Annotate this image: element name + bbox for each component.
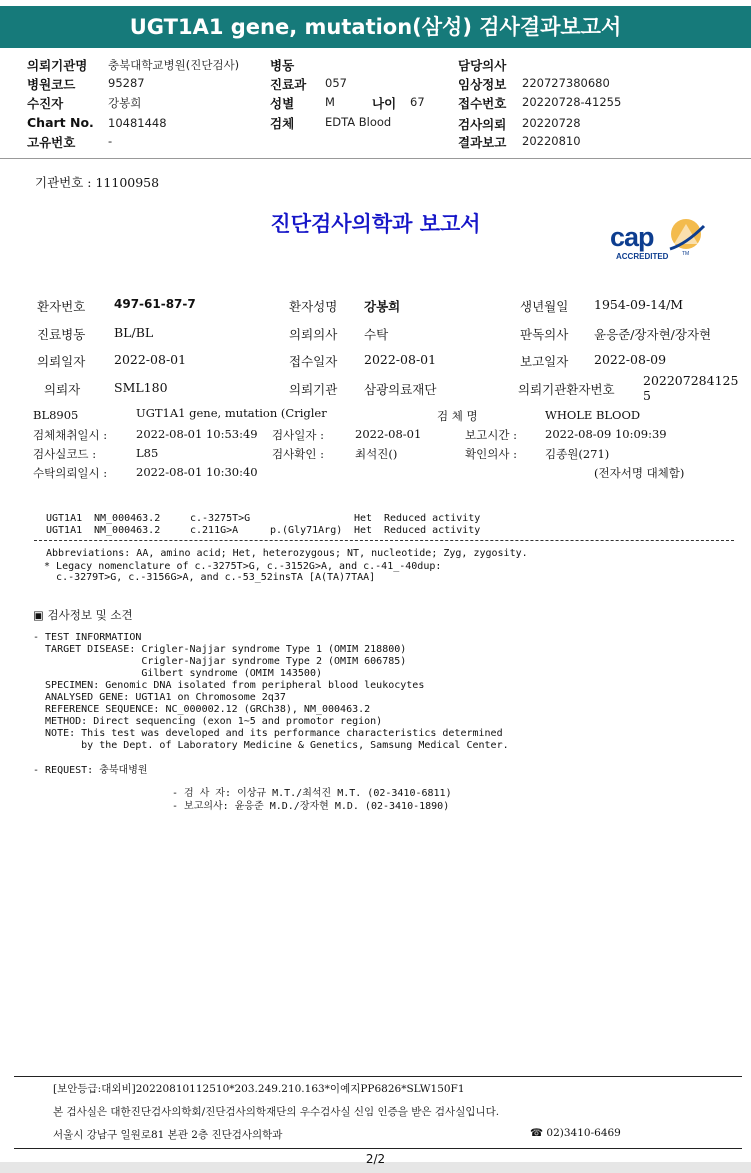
- patient-name-label: 환자성명: [289, 299, 338, 314]
- referring-doctor-value: 수탁: [364, 327, 389, 342]
- request-date-value: 2022-08-01: [114, 352, 187, 367]
- header-label-result-report: 결과보고: [458, 135, 507, 150]
- result-ref: NM_000463.2: [94, 525, 161, 536]
- dob-value: 1954-09-14/M: [594, 297, 684, 312]
- report-time-label: 보고시간 :: [465, 428, 517, 442]
- header-label-request-date: 검사의뢰: [458, 117, 507, 132]
- section-title-test-info: ▣ 검사정보 및 소견: [33, 608, 133, 622]
- header-label-dept: 진료과: [270, 77, 307, 92]
- confirming-doctor-label: 확인의사 :: [465, 447, 517, 461]
- result-zygosity: Het: [354, 525, 373, 536]
- reading-doctor-label: 판독의사: [520, 327, 569, 342]
- institution-patient-no-value-line1: 202207284125: [643, 373, 739, 388]
- test-confirm-label: 검사확인 :: [272, 447, 324, 461]
- report-time-value: 2022-08-09 10:09:39: [545, 427, 667, 441]
- footer-bottom-border: [14, 1148, 742, 1149]
- result-effect: Reduced activity: [384, 513, 481, 524]
- report-date-label: 보고일자: [520, 354, 569, 369]
- consignment-time-value: 2022-08-01 10:30:40: [136, 465, 258, 479]
- lab-address: 서울시 강남구 일원로81 본관 2층 진단검사의학과: [53, 1129, 283, 1141]
- specimen-name-value: WHOLE BLOOD: [545, 408, 641, 422]
- header-value-sex: M: [325, 95, 335, 109]
- result-protein: p.(Gly71Arg): [270, 525, 343, 536]
- report-date-value: 2022-08-09: [594, 352, 667, 367]
- header-value-age: 67: [410, 95, 425, 109]
- info-line: Gilbert syndrome (OMIM 143500): [33, 668, 322, 679]
- header-label-doctor: 담당의사: [458, 58, 507, 73]
- collection-time-label: 검체채취일시 :: [33, 428, 108, 442]
- header-label-sex: 성별: [270, 96, 295, 111]
- request-date-label: 의뢰일자: [37, 354, 86, 369]
- header-value-hospital-code: 95287: [108, 76, 145, 90]
- accreditation-statement: 본 검사실은 대한진단검사의학회/진단검사의학재단의 우수검사실 신임 인증을 받은 검사실입니다.: [53, 1106, 500, 1118]
- reporting-doctor-line: - 보고의사: 윤응준 M.D./장자현 M.D. (02-3410-1890): [172, 801, 450, 812]
- patient-id-value: 497-61-87-7: [114, 297, 196, 311]
- info-line: TARGET DISEASE: Crigler-Najjar syndrome Type 1 (OMIM 218800): [33, 644, 407, 655]
- requesting-institution-value: 삼광의료재단: [364, 382, 437, 397]
- header-value-institution: 충북대학교병원(진단검사): [108, 58, 240, 72]
- ward-label: 진료병동: [37, 327, 86, 342]
- cap-accredited-text: ACCREDITED: [616, 252, 669, 261]
- info-line: ANALYSED GENE: UGT1A1 on Chromosome 2q37: [33, 692, 286, 703]
- results-dashed-divider: [34, 540, 734, 541]
- test-date-label: 검사일자 :: [272, 428, 324, 442]
- result-effect: Reduced activity: [384, 525, 481, 536]
- report-title-bar: UGT1A1 gene, mutation(삼성) 검사결과보고서: [0, 6, 751, 48]
- page-number: 2/2: [365, 1152, 386, 1166]
- info-line: by the Dept. of Laboratory Medicine & Genetics, Samsung Medical Center.: [33, 740, 509, 751]
- confirming-doctor-value: 김종원(271): [545, 447, 610, 461]
- header-separator: [0, 158, 751, 159]
- header-value-chart-no: 10481448: [108, 116, 167, 130]
- test-confirm-value: 최석진(): [355, 447, 398, 461]
- cap-logo-text: cap: [610, 222, 654, 252]
- header-label-age: 나이: [372, 96, 397, 111]
- header-label-hospital-code: 병원코드: [27, 77, 76, 92]
- cap-trademark-text: TM: [682, 251, 690, 257]
- header-value-result-report: 20220810: [522, 134, 581, 148]
- result-gene: UGT1A1: [46, 513, 83, 524]
- receipt-date-label: 접수일자: [289, 354, 338, 369]
- consignment-time-label: 수탁의뢰일시 :: [33, 466, 108, 480]
- institution-number: 기관번호 : 11100958: [35, 175, 160, 190]
- header-value-request-date: 20220728: [522, 116, 581, 130]
- electronic-signature-note: (전자서명 대체함): [594, 466, 685, 480]
- header-value-receipt-no: 20220728-41255: [522, 95, 622, 109]
- info-line: - TEST INFORMATION: [33, 632, 142, 643]
- test-date-value: 2022-08-01: [355, 427, 422, 441]
- legacy-nomenclature-line: c.-3279T>G, c.-3156G>A, and c.-53_52insTA [A(TA)7TAA]: [38, 572, 376, 583]
- collection-time-value: 2022-08-01 10:53:49: [136, 427, 258, 441]
- result-zygosity: Het: [354, 513, 373, 524]
- lab-code-value: L85: [136, 446, 159, 460]
- referring-doctor-label: 의뢰의사: [289, 327, 338, 342]
- patient-name-value: 강봉희: [364, 299, 401, 314]
- result-cdna: c.211G>A: [190, 525, 239, 536]
- info-line: METHOD: Direct sequencing (exon 1~5 and promotor region): [33, 716, 383, 727]
- specimen-name-label: 검 체 명: [437, 409, 478, 423]
- info-line: SPECIMEN: Genomic DNA isolated from peripheral blood leukocytes: [33, 680, 425, 691]
- tester-line: - 검 사 자: 이상규 M.T./최석진 M.T. (02-3410-6811): [172, 788, 452, 799]
- header-value-unique-no: -: [108, 134, 113, 148]
- header-label-patient: 수진자: [27, 96, 64, 111]
- header-label-ward: 병동: [270, 58, 295, 73]
- header-label-receipt-no: 접수번호: [458, 96, 507, 111]
- security-level-line: [보안등급:대외비]20220810112510*203.249.210.163*이예지PP6826*SLW150F1: [53, 1083, 465, 1095]
- requester-label: 의뢰자: [44, 382, 81, 397]
- result-ref: NM_000463.2: [94, 513, 161, 524]
- header-label-unique-no: 고유번호: [27, 135, 76, 150]
- requester-value: SML180: [114, 380, 168, 395]
- reading-doctor-value: 윤응준/장자현/장자현: [594, 327, 712, 342]
- header-value-dept: 057: [325, 76, 347, 90]
- receipt-date-value: 2022-08-01: [364, 352, 437, 367]
- test-name: UGT1A1 gene, mutation (Crigler: [136, 406, 327, 420]
- cap-accredited-logo: [608, 216, 708, 266]
- header-label-clinical-info: 임상정보: [458, 77, 507, 92]
- info-line: NOTE: This test was developed and its performance characteristics determined: [33, 728, 503, 739]
- info-line: REFERENCE SEQUENCE: NC_000002.12 (GRCh38), NM_000463.2: [33, 704, 371, 715]
- legacy-nomenclature-line: * Legacy nomenclature of c.-3275T>G, c.-3152G>A, and c.-41_-40dup:: [38, 561, 442, 572]
- header-value-clinical-info: 220727380680: [522, 76, 610, 90]
- header-label-specimen: 검체: [270, 116, 295, 131]
- institution-patient-no-label: 의뢰기관환자번호: [518, 382, 615, 397]
- result-cdna: c.-3275T>G: [190, 513, 251, 524]
- header-label-chart-no: Chart No.: [27, 115, 94, 130]
- info-line: Crigler-Najjar syndrome Type 2 (OMIM 606785): [33, 656, 407, 667]
- abbreviations-line: Abbreviations: AA, amino acid; Het, heterozygous; NT, nucleotide; Zyg, zygosity.: [46, 548, 528, 559]
- header-value-patient: 강봉희: [108, 96, 142, 110]
- dob-label: 생년월일: [520, 299, 569, 314]
- header-value-specimen: EDTA Blood: [325, 115, 392, 129]
- requesting-institution-label: 의뢰기관: [289, 382, 338, 397]
- result-gene: UGT1A1: [46, 525, 83, 536]
- test-code: BL8905: [33, 408, 79, 422]
- footer-top-border: [14, 1076, 742, 1077]
- ward-value: BL/BL: [114, 325, 154, 340]
- lab-code-label: 검사실코드 :: [33, 447, 97, 461]
- patient-id-label: 환자번호: [37, 299, 86, 314]
- lab-phone: ☎ 02)3410-6469: [530, 1127, 621, 1139]
- header-label-institution: 의뢰기관명: [27, 58, 88, 73]
- report-subtitle: 진단검사의학과 보고서: [270, 211, 481, 236]
- request-line: - REQUEST: 충북대병원: [33, 765, 148, 776]
- institution-patient-no-value-line2: 5: [643, 388, 651, 403]
